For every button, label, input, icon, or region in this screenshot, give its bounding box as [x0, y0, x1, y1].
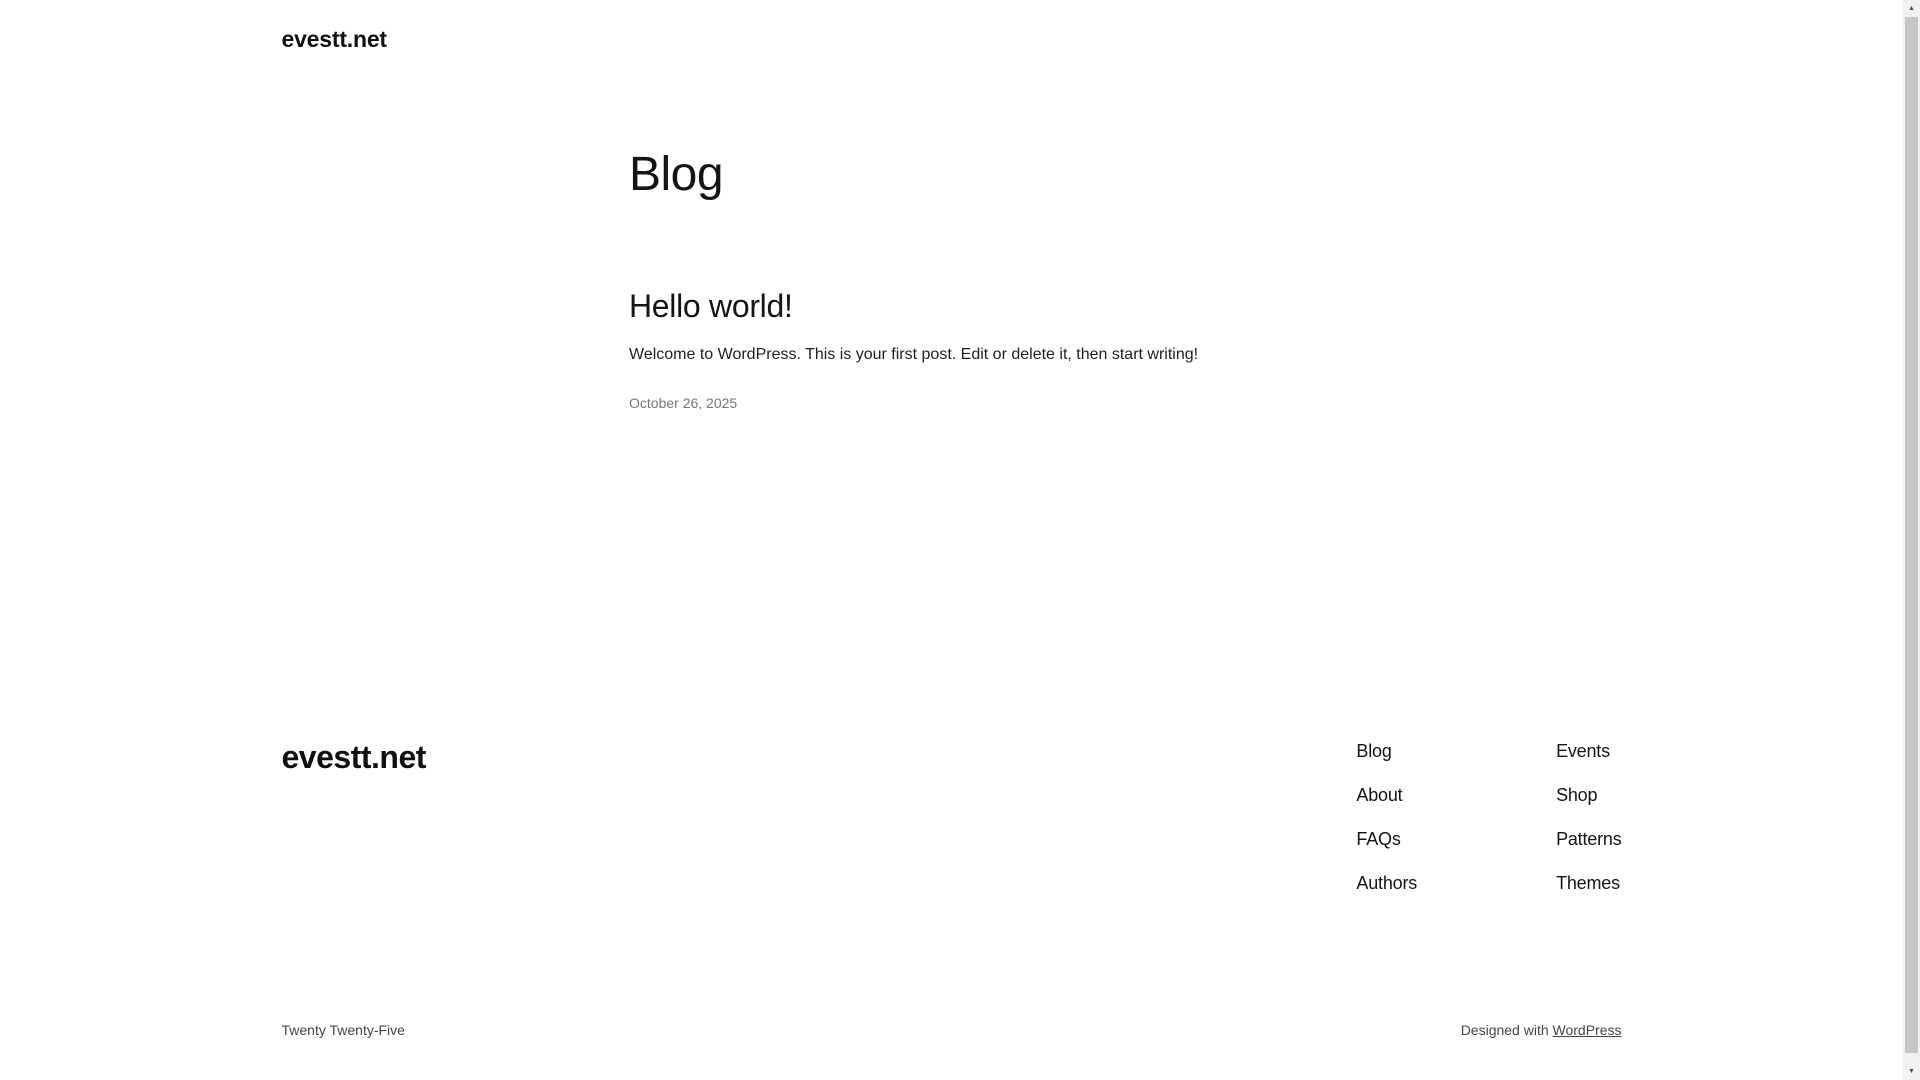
- scrollbar[interactable]: [1903, 0, 1920, 1080]
- scrollbar-down-icon[interactable]: ▼: [1908, 1068, 1915, 1075]
- footer-nav-link-events[interactable]: Events: [1556, 741, 1610, 761]
- post-date: October 26, 2025: [629, 395, 738, 411]
- designed-with: [1461, 1022, 1622, 1039]
- post-excerpt: Welcome to WordPress. This is your first post. Edit or delete it, then start writing!: [629, 346, 1199, 363]
- footer-nav-link-authors[interactable]: Authors: [1356, 873, 1418, 893]
- list-item: [1356, 870, 1417, 897]
- site-header: [0, 0, 1903, 53]
- footer-site-title-link[interactable]: evestt.net: [281, 739, 426, 775]
- list-item: [1356, 826, 1417, 853]
- footer-nav: [1356, 738, 1621, 897]
- footer-nav-column-1: [1356, 738, 1417, 897]
- scrollbar-up-icon[interactable]: ▲: [1908, 5, 1915, 12]
- site-title-link[interactable]: evestt.net: [281, 26, 387, 52]
- main-content: [0, 148, 1903, 412]
- footer-nav-column-2: [1556, 738, 1621, 897]
- list-item: [1556, 826, 1621, 853]
- footer-nav-link-shop[interactable]: Shop: [1556, 785, 1598, 805]
- theme-name: Twenty Twenty-Five: [281, 1022, 405, 1038]
- footer-nav-link-blog[interactable]: Blog: [1356, 741, 1392, 761]
- designed-with-prefix: Designed with: [1460, 1022, 1553, 1038]
- wordpress-link[interactable]: WordPress: [1552, 1022, 1622, 1038]
- post: [629, 287, 1274, 412]
- footer-nav-link-about[interactable]: About: [1356, 785, 1403, 805]
- list-item: [1556, 870, 1621, 897]
- footer-nav-link-patterns[interactable]: Patterns: [1556, 829, 1622, 849]
- list-item: [1556, 738, 1621, 765]
- list-item: [1356, 738, 1417, 765]
- footer-nav-link-themes[interactable]: Themes: [1556, 873, 1620, 893]
- site-footer: [0, 738, 1903, 1039]
- list-item: [1356, 782, 1417, 809]
- scrollbar-thumb[interactable]: [1905, 17, 1918, 1053]
- page-title: Blog: [629, 148, 724, 201]
- footer-nav-link-faqs[interactable]: FAQs: [1356, 829, 1401, 849]
- post-title-link[interactable]: Hello world!: [629, 288, 793, 324]
- post-title: [629, 287, 1274, 325]
- list-item: [1556, 782, 1621, 809]
